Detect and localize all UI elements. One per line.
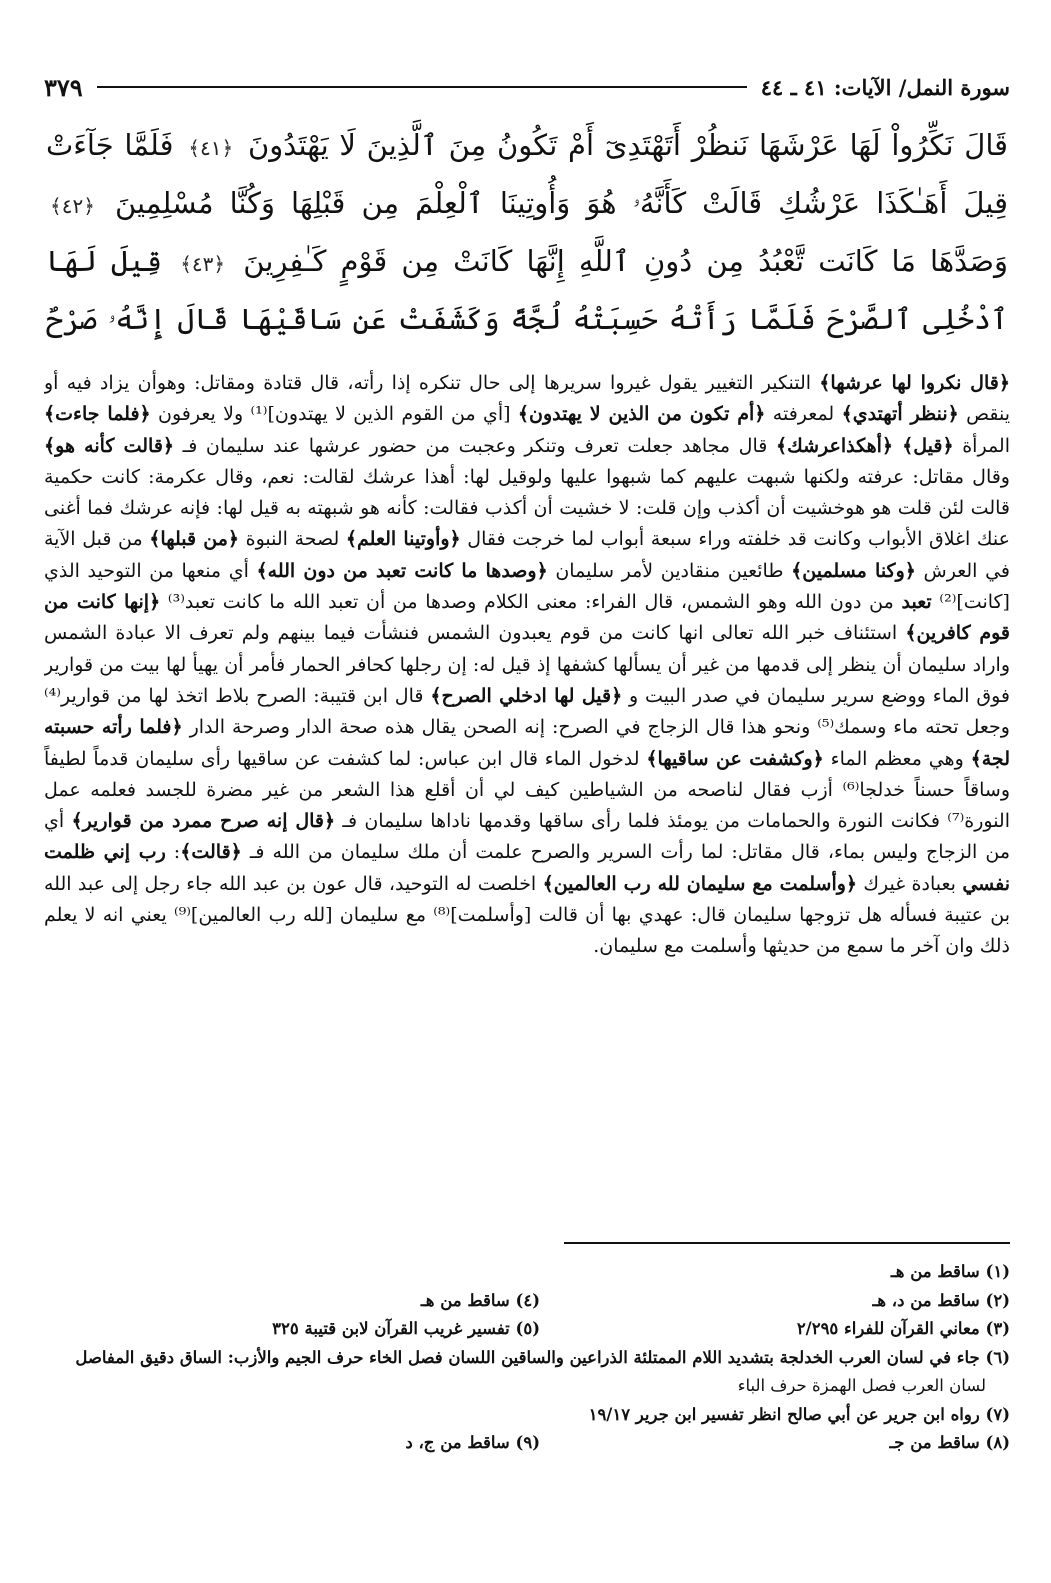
footnote-6-continued: لسان العرب فصل الهمزة حرف الباء [737, 1376, 986, 1395]
commentary-text: أي من الزجاج وليس بماء، قال مقاتل: لما رأت السرير والصرح علمت أن ملك سليمان من الله فـ [44, 810, 1010, 864]
quoted-verse: ﴿قال إنه صرح ممرد من قوارير﴾ [71, 810, 336, 833]
ayah-marker-42: ﴿٤٢﴾ [50, 194, 95, 218]
ayah-marker-43: ﴿٤٣﴾ [180, 252, 226, 276]
commentary-text: وهي معظم الماء [823, 747, 971, 770]
commentary-text: بعبادة غيرك [857, 872, 963, 895]
commentary-text: من دون الله وهو الشمس، قال الفراء: معنى الكلام وصدها من أن تعبد الله ما كانت تعبد⁽³⁾ [160, 591, 902, 614]
footnote-4: (٤) ساقط من هـ [420, 1290, 540, 1310]
book-page [44, 70, 1010, 1550]
quoted-verse: ﴿قالت﴾ [180, 841, 242, 864]
commentary-text: استئناف خبر الله تعالى انها كانت من قوم يعبدون الشمس فنشأت فيما بينهم ولم تعرف الا عبادة الشمس واراد سليمان أن ينظر إلى قدمها من غير أن يسألها كشفها إذ قيل له: إن رجلها كحافر الحمار فأمر أن يهيأ لها بيت من قوارير فوق الماء ووضع سرير سليمان في صدر البيت و [44, 622, 1010, 707]
quoted-verse: ﴿من قبلها﴾ [149, 528, 240, 551]
footnote-2: (٢) ساقط من د، هـ [872, 1290, 1010, 1310]
quoted-verse: ﴿أم تكون من الذين لا يهتدون﴾ [517, 403, 766, 426]
footnote-row [44, 1429, 1010, 1458]
quoted-verse: ﴿وكشفت عن ساقيها﴾ [646, 747, 824, 770]
quran-verses [44, 118, 1010, 340]
quoted-verse: ﴿وأسلمت مع سليمان لله رب العالمين﴾ [542, 872, 858, 895]
commentary-text: المرأة [953, 434, 1010, 457]
verse-43-text: وَصَدَّهَا مَا كَانَت تَّعْبُدُ مِن دُونِ ٱللَّهِ إِنَّهَا كَانَتْ مِن قَوْمٍ كَـٰفِرِينَ [243, 244, 1009, 278]
footnote-6: (٦) جاء في لسان العرب الخدلجة بتشديد اللام الممتلئة الذراعين والساقين اللسان فصل الخاء حرف الجيم والأزب: الساق دقيق المفاصل [75, 1347, 1010, 1367]
footnote-3: (٣) معاني القرآن للفراء ٢/٢٩٥ [796, 1319, 1010, 1338]
footnote-9: (٩) ساقط من ج، د [405, 1433, 540, 1452]
footnote-1: (١) ساقط من هـ [890, 1262, 1010, 1281]
verse-44-text: قِيلَ لَهَا ٱدْخُلِى ٱلصَّرْحَ فَلَمَّا رَأَتْهُ حَسِبَتْهُ لُجَّةً وَكَشَفَتْ عَن سَاقَيْهَا قَالَ إِنَّهُۥ صَرْحٌ [46, 244, 1008, 336]
footnote-rule [564, 1242, 1010, 1244]
quoted-verse: ﴿إنها كانت من قوم كافرين﴾ [44, 591, 1010, 645]
surah-title: سورة النمل/ الآيات: ٤١ ـ ٤٤ [760, 74, 1010, 100]
footnote-8: (٨) ساقط من جـ [889, 1433, 1010, 1452]
commentary-text: طائعين منقادين لأمر سليمان [547, 559, 792, 582]
quoted-verse: ﴿قالت كأنه هو﴾ [44, 434, 175, 457]
verse-41-text: قَالَ نَكِّرُواْ لَهَا عَرْشَهَا نَنظُرْ أَتَهْتَدِىٓ أَمْ تَكُونُ مِنَ ٱلَّذِينَ لَا يَهْتَدُونَ [247, 128, 1009, 162]
tafsir-commentary [44, 368, 1010, 1158]
commentary-text: قال ابن قتيبة: الصرح بلاط اتخذ لها من قوارير⁽⁴⁾ وجعل تحته ماء وسمك⁽⁵⁾ ونحو هذا قال الزجاج في الصرح: إنه الصحن يقال هذه صحة الدار وصرحة الدار [44, 684, 1010, 739]
verse-42-text: فَلَمَّا جَآءَتْ قِيلَ أَهَـٰكَذَا عَرْشُكِ قَالَتْ كَأَنَّهُۥ هُوَ وَأُوتِينَا ٱلْعِلْمَ مِن قَبْلِهَا وَكُنَّا مُسْلِمِينَ [46, 128, 1008, 220]
commentary-text: التنكير التغيير يقول غيروا سريرها إلى حال تنكره إذا رأته، قال قتادة ومقاتل: وهوأن يزاد فيه أو ينقص [44, 372, 1010, 426]
quoted-verse: ﴿قيل لها ادخلي الصرح﴾ [430, 684, 623, 707]
footnote-row [44, 1344, 1010, 1373]
footnote-row [44, 1372, 1010, 1401]
commentary-text: قال مجاهد جعلت تعرف وتنكر وعجبت من حضور عرشها عند سليمان فـ [174, 434, 776, 457]
commentary-text: من قبل الآية في العرش [44, 528, 1010, 582]
commentary-text: وقال مقاتل: عرفته ولكنها شبهت عليهم كما شبهوا عليها ولوقيل لها: أهذا عرشك لقالت: نعم، وقال عكرمة: كانت حكمية قالت لئن قلت هو هوخشيت أن أكذب وإن قلت: لا خشيت أن أكذب فقالت: كأنه هو شبهته به قيل لها: فإنه عرشك فما أغنى عنك اغلاق الأبواب وكانت قد خلفته وراء سبعة أبواب لما خرجت فقال [44, 465, 1010, 551]
footnote-5: (٥) تفسير غريب القرآن لابن قتيبة ٣٢٥ [272, 1319, 540, 1338]
footnote-row [44, 1401, 1010, 1430]
quoted-verse: ﴿قال نكروا لها عرشها﴾ [819, 372, 1010, 394]
page-number: ٣٧٩ [44, 72, 83, 102]
commentary-text: لمعرفته [765, 403, 842, 426]
quoted-verse: ﴿ننظر أتهتدي﴾ [841, 403, 959, 426]
ayah-marker-41: ﴿٤١﴾ [188, 136, 234, 160]
commentary-text: اخلصت له التوحيد، قال عون بن عبد الله جاء رجل إلى عبد الله بن عتيبة فسأله هل تزوجها سليمان قال: عهدي بها أن قالت [وأسلمت]⁽⁸⁾ مع سليمان [لله رب العالمين]⁽⁹⁾ يعني انه لا يعلم ذلك وان آخر ما سمع من حديثها وأسلمت مع سليمان. [44, 872, 1010, 958]
running-header [44, 70, 1010, 104]
quoted-verse: ﴿قيل﴾ ﴿أهكذاعرشك﴾ [775, 434, 954, 457]
commentary-text: [أي من القوم الذين لا يهتدون]⁽¹⁾ ولا يعرفون [150, 403, 518, 426]
footnotes [44, 1258, 1010, 1458]
header-rule [97, 86, 747, 88]
quoted-verse: ﴿فلما جاءت﴾ [44, 403, 151, 426]
footnote-row [44, 1315, 1010, 1344]
quoted-verse: ﴿وأوتينا العلم﴾ [345, 528, 461, 551]
quoted-word: تعبد [901, 591, 932, 614]
footnote-7: (٧) رواه ابن جرير عن أبي صالح انظر تفسير ابن جرير ١٩/١٧ [588, 1404, 1010, 1424]
commentary-text: لصحة النبوة [239, 528, 346, 551]
commentary-text: أي منعها من التوحيد الذي [كانت]⁽²⁾ [44, 559, 1010, 614]
quoted-verse: ﴿فلما رأته حسبته لجة﴾ [44, 716, 1010, 770]
quoted-verse: رب إني ظلمت نفسي [44, 841, 1010, 895]
quoted-verse: ﴿وصدها ما كانت تعبد من دون الله﴾ [256, 559, 548, 582]
quoted-verse: ﴿وكنا مسلمين﴾ [791, 559, 916, 582]
commentary-text: لدخول الماء قال ابن عباس: لما كشفت عن ساقيها رأى سليمان قدماً لطيفاً وساقاً حسناً خدلجا⁽⁶⁾ أزب فقال لناصحه من الشياطين كيف لي أن أقلع هذا الشعر من غير مضرة للجسد فعلمه عمل النورة⁽⁷⁾ فكانت النورة والحمامات من يومئذ فلما رأى ساقها وقدمها ناداها سليمان فـ [44, 747, 1010, 833]
footnote-row [44, 1258, 1010, 1287]
footnote-row [44, 1287, 1010, 1316]
commentary-text: : [165, 841, 181, 864]
